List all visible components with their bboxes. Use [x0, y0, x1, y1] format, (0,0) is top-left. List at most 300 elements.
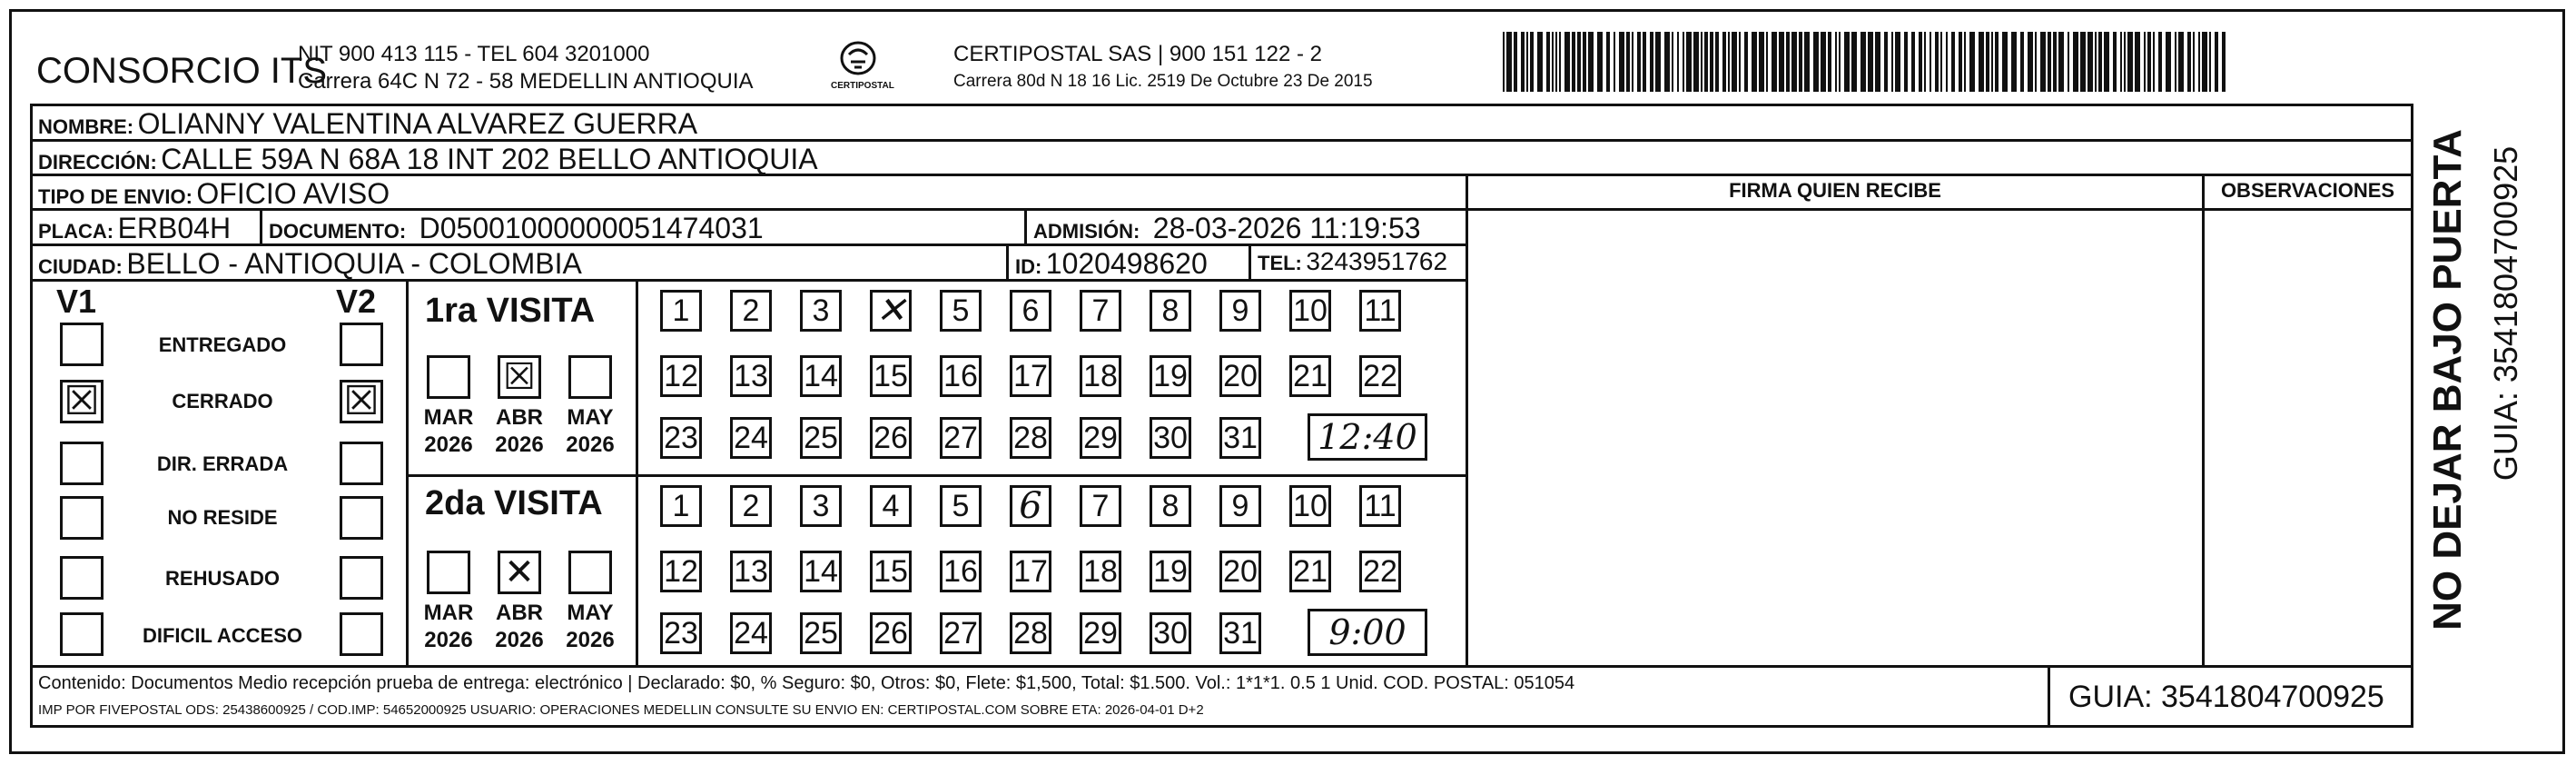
barcode-bar	[1891, 32, 1893, 92]
barcode-bar	[1537, 32, 1543, 92]
admision-value: 28-03-2026 11:19:53	[1152, 212, 1421, 244]
visit2-day-number: 29	[1083, 615, 1118, 651]
barcode-bar	[1626, 32, 1630, 92]
company-name: CONSORCIO ITS	[36, 51, 328, 91]
no-reside-v1-checkbox[interactable]	[60, 496, 104, 540]
visit2-day-box[interactable]	[1080, 551, 1121, 592]
barcode-bar	[1686, 32, 1692, 92]
status-label-rehusado: REHUSADO	[165, 567, 280, 590]
visit2-day-box[interactable]	[730, 551, 772, 592]
visit2-day-box[interactable]	[870, 551, 912, 592]
visit2-day-box[interactable]	[660, 612, 702, 654]
visit1-time-box[interactable]	[1308, 413, 1427, 461]
barcode-bar	[2127, 32, 2133, 92]
barcode-bar	[2178, 32, 2184, 92]
visit1-day-number: 3	[812, 293, 830, 328]
observaciones-area	[2205, 211, 2411, 665]
barcode-bar	[1868, 32, 1873, 92]
visit2-day-number: 24	[734, 615, 768, 651]
visit2-time-value: 9:00	[1328, 612, 1406, 652]
v2-header: V2	[336, 283, 377, 320]
barcode-bar	[1722, 32, 1726, 92]
visit2-month-year: 2026	[424, 628, 473, 652]
footer-print-line: IMP POR FIVEPOSTAL ODS: 25438600925 / COD.IMP: 54652000925 USUARIO: OPERACIONES MEDELLIN CONSULTE SU ENVIO EN: CERTIPOSTAL.COM SOBRE ETA: 2026-04-01 D+2	[38, 702, 1204, 718]
barcode-bar	[2198, 32, 2200, 92]
visit2-day-number: 14	[804, 553, 838, 589]
dir-errada-v1-checkbox[interactable]	[60, 442, 104, 485]
visit2-day-box[interactable]	[1289, 551, 1331, 592]
visit1-day-number: 13	[734, 358, 768, 393]
visit2-month-mar-checkbox[interactable]	[427, 551, 470, 594]
visit1-day-number: 1	[672, 293, 690, 328]
visit2-month-year: 2026	[495, 628, 544, 652]
barcode-bar	[1779, 32, 1784, 92]
status-label-dir-errada: DIR. ERRADA	[156, 452, 289, 475]
barcode-bar	[1744, 32, 1748, 92]
barcode-bar	[2222, 32, 2226, 92]
visit2-day-box[interactable]	[1150, 551, 1191, 592]
logo-caption: CERTIPOSTAL	[831, 81, 894, 91]
placa-label: PLACA:	[38, 220, 114, 243]
carrier-line: CERTIPOSTAL SAS | 900 151 122 - 2	[953, 42, 1322, 66]
ciudad-value: BELLO - ANTIOQUIA - COLOMBIA	[126, 247, 582, 280]
barcode-bar	[1715, 32, 1719, 92]
firma-area	[1468, 211, 2202, 665]
tipo-envio-label: TIPO DE ENVIO:	[38, 185, 192, 208]
barcode-bar	[2120, 32, 2122, 92]
barcode-bar	[2048, 32, 2051, 92]
visit1-day-box[interactable]	[1219, 417, 1261, 459]
barcode-bar	[2104, 32, 2109, 92]
barcode-bar	[1759, 32, 1764, 92]
visit2-day-number: 18	[1083, 553, 1118, 589]
barcode-bar	[1875, 32, 1880, 92]
visit2-day-number: 13	[734, 553, 768, 589]
barcode-bar	[1935, 32, 1939, 92]
visit1-day-number: 5	[952, 293, 970, 328]
visit1-day-number: 25	[804, 420, 838, 455]
barcode-bar	[1503, 32, 1505, 92]
visit1-day-number: 21	[1293, 358, 1327, 393]
visit1-day-number: 14	[804, 358, 838, 393]
side-notice: NO DEJAR BAJO PUERTA	[2425, 129, 2470, 631]
visit1-month-abr-checkbox[interactable]: ☒	[498, 355, 541, 399]
visit1-day-box[interactable]	[1359, 290, 1401, 332]
visit1-month-mar-checkbox[interactable]	[427, 355, 470, 399]
visit2-day-number: 9	[1231, 488, 1249, 523]
visit2-month-abr-checkbox[interactable]: ✕	[498, 551, 541, 594]
visit1-day-number: 16	[943, 358, 978, 393]
visit1-day-number: 23	[664, 420, 698, 455]
visit2-day-box[interactable]	[940, 612, 982, 654]
visit2-day-number: 27	[943, 615, 978, 651]
barcode-bar	[2053, 32, 2057, 92]
barcode-bar	[1643, 32, 1646, 92]
visit2-day-number: 22	[1363, 553, 1397, 589]
visit1-day-number: 17	[1013, 358, 1048, 393]
company-address: Carrera 64C N 72 - 58 MEDELLIN ANTIOQUIA	[298, 69, 754, 94]
visit2-day-number: 17	[1013, 553, 1048, 589]
nombre-value: OLIANNY VALENTINA ALVAREZ GUERRA	[137, 107, 698, 140]
barcode-bar	[1791, 32, 1797, 92]
visit1-day-number: ✕	[875, 290, 906, 332]
barcode-bar	[2095, 32, 2097, 92]
visit2-day-box[interactable]	[1359, 485, 1401, 527]
barcode-bar	[1959, 32, 1962, 92]
visit2-day-number: 31	[1223, 615, 1258, 651]
barcode-bar	[1559, 32, 1561, 92]
barcode-bar	[1577, 32, 1581, 92]
visit1-day-box[interactable]	[870, 355, 912, 397]
barcode-bar	[1728, 32, 1730, 92]
barcode-bar	[1506, 32, 1512, 92]
visit2-day-box[interactable]	[1150, 485, 1191, 527]
barcode-bar	[1821, 32, 1826, 92]
barcode-bar	[1904, 32, 1908, 92]
visit1-day-box[interactable]	[1150, 355, 1191, 397]
visit1-day-box[interactable]	[1289, 355, 1331, 397]
barcode-bar	[2193, 32, 2195, 92]
visit1-day-number: 24	[734, 420, 768, 455]
visit1-day-box[interactable]	[870, 290, 912, 332]
rehusado-v1-checkbox[interactable]	[60, 556, 104, 600]
barcode-bar	[1732, 32, 1737, 92]
no-reside-v2-checkbox[interactable]	[340, 496, 383, 540]
barcode-bar	[1766, 32, 1768, 92]
visit1-day-box[interactable]	[1080, 355, 1121, 397]
barcode-bar	[1526, 32, 1528, 92]
visit1-day-number: 18	[1083, 358, 1118, 393]
barcode-bar	[1693, 32, 1699, 92]
certipostal-logo	[831, 36, 894, 96]
cerrado-v1-checkbox[interactable]: ☒	[60, 380, 104, 423]
barcode-bar	[2202, 32, 2207, 92]
visit1-time-value: 12:40	[1318, 417, 1417, 457]
barcode-bar	[1664, 32, 1670, 92]
dificil-acceso-v1-checkbox[interactable]	[60, 612, 104, 656]
status-label-dificil-acceso: DIFICIL ACCESO	[142, 624, 302, 647]
placa-value: ERB04H	[117, 212, 232, 244]
barcode-bar	[1572, 32, 1575, 92]
visit2-day-box[interactable]	[1359, 551, 1401, 592]
barcode-bar	[1930, 32, 1931, 92]
barcode-bar	[1969, 32, 1975, 92]
visit2-day-number: 16	[943, 553, 978, 589]
visit1-day-box[interactable]	[730, 417, 772, 459]
visit1-day-box[interactable]	[940, 355, 982, 397]
visit2-day-number: 19	[1153, 553, 1188, 589]
visit2-day-number: 23	[664, 615, 698, 651]
visit2-day-number: 15	[873, 553, 908, 589]
visit2-time-box[interactable]	[1308, 609, 1427, 656]
barcode-bar	[2080, 32, 2086, 92]
tel-label: TEL:	[1258, 252, 1302, 274]
visit2-month-may-checkbox[interactable]	[568, 551, 612, 594]
visit2-day-box[interactable]	[800, 551, 842, 592]
visit1-day-number: 29	[1083, 420, 1118, 455]
barcode-bar	[1752, 32, 1757, 92]
visit2-day-box[interactable]	[1080, 485, 1121, 527]
visit2-day-box[interactable]	[870, 612, 912, 654]
barcode-bar	[1946, 32, 1948, 92]
visit1-day-box[interactable]	[800, 290, 842, 332]
direccion-value: CALLE 59A N 68A 18 INT 202 BELLO ANTIOQUIA	[161, 143, 818, 175]
visit1-day-number: 31	[1223, 420, 1258, 455]
barcode-bar	[1704, 32, 1708, 92]
visit2-day-box[interactable]	[1219, 551, 1261, 592]
tel-value: 3243951762	[1306, 247, 1448, 275]
barcode-bar	[2147, 32, 2151, 92]
barcode-bar	[1986, 32, 1989, 92]
visit1-day-number: 22	[1363, 358, 1397, 393]
barcode-bar	[1672, 32, 1673, 92]
barcode-bar	[1521, 32, 1525, 92]
side-guia: GUIA: 3541804700925	[2487, 145, 2524, 482]
visit1-title: 1ra VISITA	[425, 292, 596, 330]
visit1-day-number: 26	[873, 420, 908, 455]
barcode-bar	[2209, 32, 2211, 92]
visit2-day-number: 30	[1153, 615, 1188, 651]
visit1-day-number: 19	[1153, 358, 1188, 393]
barcode-bar	[2215, 32, 2218, 92]
barcode-bar	[1597, 32, 1603, 92]
visit2-day-box[interactable]	[940, 485, 982, 527]
dificil-acceso-v2-checkbox[interactable]	[340, 612, 383, 656]
barcode-bar	[1683, 32, 1684, 92]
barcode-bar	[1710, 32, 1713, 92]
visit1-day-box[interactable]	[1010, 417, 1051, 459]
barcode-bar	[1786, 32, 1790, 92]
tipo-envio-value: OFICIO AVISO	[196, 177, 390, 210]
barcode-bar	[1650, 32, 1653, 92]
barcode-bar	[1979, 32, 1984, 92]
barcode-bar	[1619, 32, 1624, 92]
visit2-day-number: 4	[882, 488, 900, 523]
barcode-bar	[1799, 32, 1802, 92]
visit1-day-box[interactable]	[1219, 355, 1261, 397]
visit1-month-may-checkbox[interactable]	[568, 355, 612, 399]
visit1-day-number: 2	[742, 293, 760, 328]
visit2-day-box[interactable]	[1010, 612, 1051, 654]
barcode-bar	[1835, 32, 1837, 92]
documento-label: DOCUMENTO:	[269, 220, 407, 243]
barcode-bar	[1514, 32, 1517, 92]
visit2-day-box[interactable]	[1010, 551, 1051, 592]
visit1-day-number: 8	[1161, 293, 1179, 328]
observaciones-header: OBSERVACIONES	[2220, 179, 2395, 202]
barcode-bar	[2153, 32, 2155, 92]
visit1-day-number: 12	[664, 358, 698, 393]
visit2-day-box[interactable]	[800, 485, 842, 527]
nombre-label: NOMBRE:	[38, 115, 134, 138]
visit2-day-number: 3	[812, 488, 830, 523]
visit1-month-year: 2026	[424, 432, 473, 457]
barcode-bar	[1614, 32, 1615, 92]
barcode-bar	[1555, 32, 1557, 92]
barcode-bar	[1804, 32, 1810, 92]
visit2-day-number: 1	[672, 488, 690, 523]
rehusado-v2-checkbox[interactable]	[340, 556, 383, 600]
barcode-bar	[1844, 32, 1850, 92]
barcode-bar	[2144, 32, 2146, 92]
visit1-day-box[interactable]	[1010, 290, 1051, 332]
company-nit: NIT 900 413 115 - TEL 604 3201000	[298, 42, 650, 66]
visit1-day-number: 9	[1231, 293, 1249, 328]
visit1-day-box[interactable]	[1080, 290, 1121, 332]
visit2-day-box[interactable]	[660, 551, 702, 592]
visit1-day-box[interactable]	[1219, 290, 1261, 332]
direccion-label: DIRECCIÓN:	[38, 151, 157, 174]
barcode-bar	[1919, 32, 1922, 92]
visit1-day-box[interactable]	[660, 417, 702, 459]
visit2-title: 2da VISITA	[425, 484, 603, 522]
visit2-day-number: 12	[664, 553, 698, 589]
barcode-bar	[1552, 32, 1554, 92]
barcode-bar	[2028, 32, 2033, 92]
barcode-bar	[2187, 32, 2191, 92]
barcode-bar	[1991, 32, 1993, 92]
ciudad-label: CIUDAD:	[38, 255, 123, 278]
visit1-day-box[interactable]	[1150, 417, 1191, 459]
barcode-bar	[1924, 32, 1926, 92]
visit1-day-number: 28	[1013, 420, 1048, 455]
visit1-day-number: 7	[1091, 293, 1110, 328]
visit1-month-label: MAY	[567, 405, 614, 430]
status-label-no-reside: NO RESIDE	[167, 506, 278, 529]
visit1-day-box[interactable]	[1150, 290, 1191, 332]
visit1-day-box[interactable]	[870, 417, 912, 459]
barcode-bar	[2175, 32, 2176, 92]
visit1-day-box[interactable]	[660, 355, 702, 397]
visit1-month-label: MAR	[423, 405, 474, 430]
barcode-bar	[2040, 32, 2046, 92]
visit2-day-number: 21	[1293, 553, 1327, 589]
barcode-bar	[1951, 32, 1955, 92]
visit2-day-box[interactable]	[730, 485, 772, 527]
carrier-license: Carrera 80d N 18 16 Lic. 2519 De Octubre 23 De 2015	[953, 72, 1373, 91]
visit2-month-label: MAY	[567, 601, 614, 625]
visit1-day-box[interactable]	[1010, 355, 1051, 397]
barcode-bar	[1772, 32, 1777, 92]
visit1-day-box[interactable]	[1080, 417, 1121, 459]
admision-label: ADMISIÓN:	[1033, 220, 1140, 243]
visit1-day-box[interactable]	[1289, 290, 1331, 332]
visit1-day-number: 27	[943, 420, 978, 455]
barcode-bar	[1813, 32, 1819, 92]
barcode-bar	[1828, 32, 1831, 92]
status-label-entregado: ENTREGADO	[158, 333, 287, 356]
barcode-bar	[2073, 32, 2078, 92]
visit1-day-box[interactable]	[730, 290, 772, 332]
barcode-bar	[1860, 32, 1866, 92]
barcode-bar	[1851, 32, 1857, 92]
visit2-month-year: 2026	[566, 628, 615, 652]
visit1-day-box[interactable]	[1359, 355, 1401, 397]
visit1-day-number: 11	[1364, 293, 1397, 328]
visit2-month-label: ABR	[496, 601, 543, 625]
barcode-bar	[1530, 32, 1534, 92]
visit2-day-number: 7	[1091, 488, 1110, 523]
visit2-day-number: 2	[742, 488, 760, 523]
barcode-bar	[2098, 32, 2102, 92]
visit2-day-number: 6	[1019, 485, 1042, 527]
visit2-day-box[interactable]	[870, 485, 912, 527]
visit2-day-box[interactable]	[1219, 485, 1261, 527]
certipostal-logo-icon	[831, 36, 885, 80]
visit2-day-box[interactable]	[940, 551, 982, 592]
visit1-month-label: ABR	[496, 405, 543, 430]
visit2-day-number: 25	[804, 615, 838, 651]
barcode-bar	[1964, 32, 1966, 92]
entregado-v2-checkbox[interactable]	[340, 323, 383, 366]
visit1-day-number: 10	[1293, 293, 1327, 328]
barcode-bar	[1677, 32, 1679, 92]
visit2-day-box[interactable]	[800, 612, 842, 654]
visit1-day-box[interactable]	[800, 417, 842, 459]
status-label-cerrado: CERRADO	[172, 390, 273, 412]
barcode-bar	[2113, 32, 2117, 92]
v1-header: V1	[56, 283, 97, 320]
barcode-bar	[2011, 32, 2017, 92]
visit1-day-box[interactable]	[940, 417, 982, 459]
footer-guia-box: GUIA: 3541804700925	[2068, 680, 2384, 714]
visit2-day-number: 10	[1293, 488, 1327, 523]
visit2-day-box[interactable]	[1010, 485, 1051, 527]
barcode-bar	[2166, 32, 2171, 92]
barcode-bar	[2035, 32, 2037, 92]
visit2-day-number: 28	[1013, 615, 1048, 651]
visit2-day-box[interactable]	[1219, 612, 1261, 654]
barcode-bar	[1911, 32, 1915, 92]
barcode-bar	[2124, 32, 2126, 92]
footer-content-line: Contenido: Documentos Medio recepción prueba de entrega: electrónico | Declarado: $0, % Seguro: $0, Otros: $0, Flete: $1,500, Total: $1.500. Vol.: 1*1*1. 0.5 1 Unid. COD. POSTAL: 051054	[38, 673, 1575, 693]
entregado-v1-checkbox[interactable]	[60, 323, 104, 366]
barcode-bar	[1564, 32, 1570, 92]
visit1-day-box[interactable]	[730, 355, 772, 397]
barcode-bar	[2158, 32, 2162, 92]
visit2-day-box[interactable]	[1289, 485, 1331, 527]
barcode-bar	[1739, 32, 1741, 92]
barcode-bar	[1895, 32, 1900, 92]
barcode-bar	[1884, 32, 1888, 92]
visit1-day-number: 30	[1153, 420, 1188, 455]
barcode-bar	[1655, 32, 1661, 92]
barcode-bar	[1839, 32, 1841, 92]
visit1-day-box[interactable]	[660, 290, 702, 332]
visit2-day-box[interactable]	[730, 612, 772, 654]
visit2-day-box[interactable]	[1080, 612, 1121, 654]
visit1-day-number: 20	[1223, 358, 1258, 393]
visit2-day-number: 20	[1223, 553, 1258, 589]
visit2-day-box[interactable]	[1150, 612, 1191, 654]
cerrado-v2-checkbox[interactable]: ☒	[340, 380, 383, 423]
barcode-bar	[1995, 32, 1999, 92]
barcode-bar	[2135, 32, 2140, 92]
barcode-bar	[1546, 32, 1550, 92]
visit1-day-box[interactable]	[940, 290, 982, 332]
barcode-bar	[2020, 32, 2024, 92]
visit1-day-number: 6	[1022, 293, 1040, 328]
visit2-day-number: 26	[873, 615, 908, 651]
dir-errada-v2-checkbox[interactable]	[340, 442, 383, 485]
visit2-day-number: 5	[952, 488, 970, 523]
firma-header: FIRMA QUIEN RECIBE	[1729, 179, 1941, 202]
visit2-day-box[interactable]	[660, 485, 702, 527]
id-label: ID:	[1015, 255, 1042, 278]
visit2-day-number: 8	[1161, 488, 1179, 523]
visit1-day-box[interactable]	[800, 355, 842, 397]
visit1-month-year: 2026	[495, 432, 544, 457]
